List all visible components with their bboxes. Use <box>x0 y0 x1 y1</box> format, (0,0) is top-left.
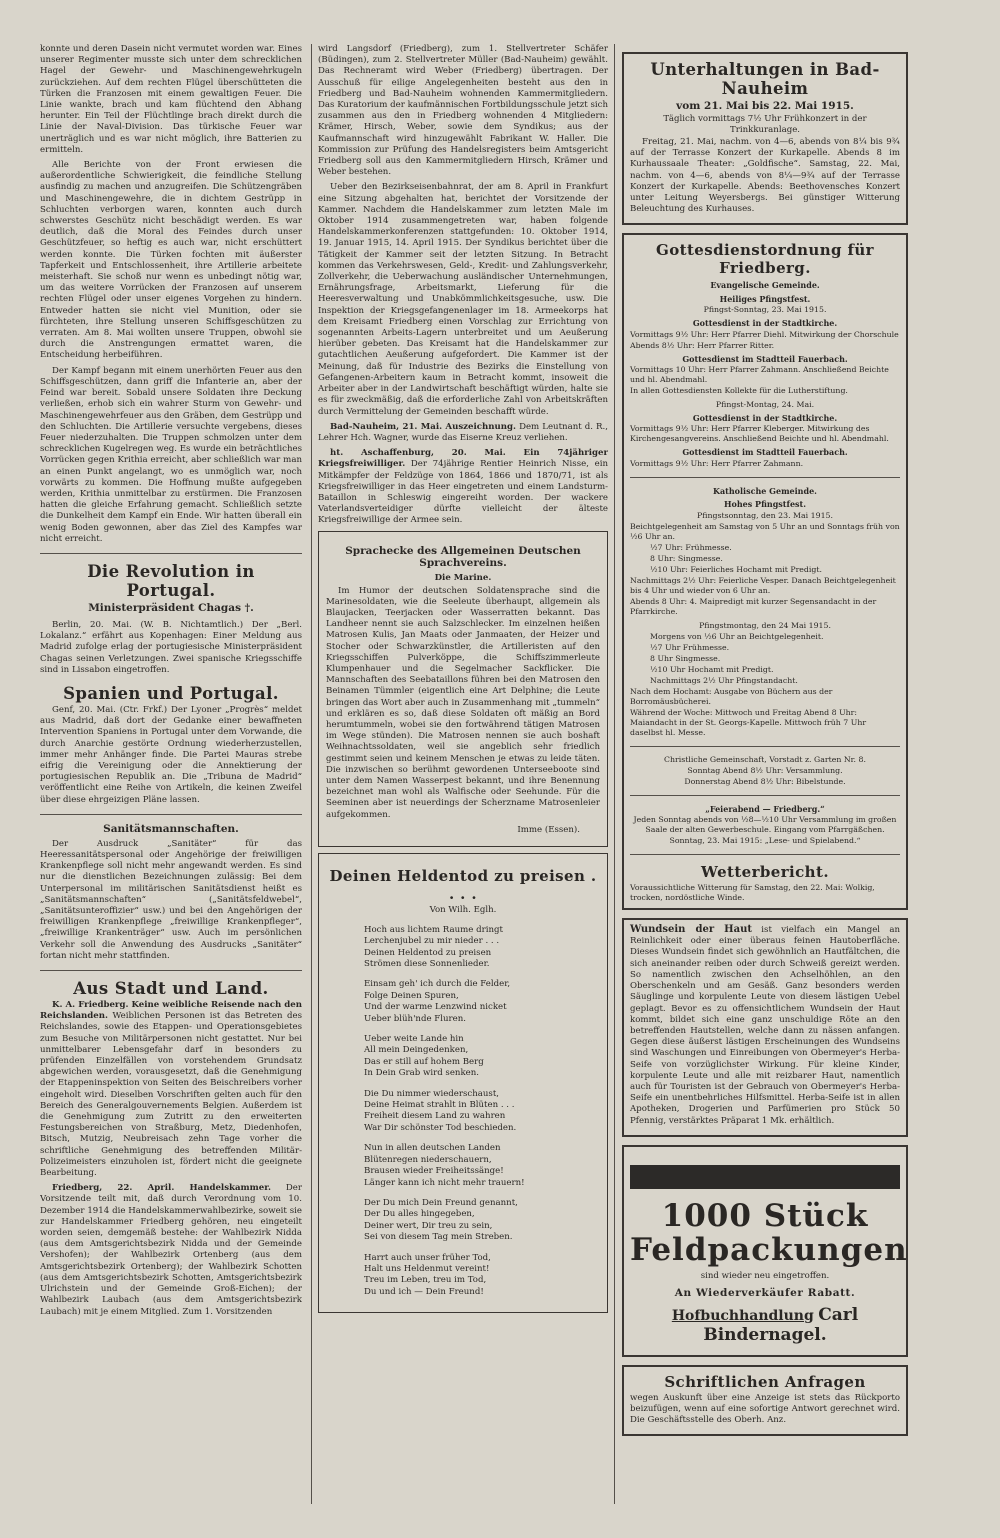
poem-stanza: Die Du nimmer wiederschaust, Deine Heimat strahlt in Blüten . . . Freiheit diesem Land zu wahren War Dir schönster Tod beschieden. <box>364 1088 517 1133</box>
service-line: Morgens von ½6 Uhr an Beichtgelegenheit. <box>650 631 824 641</box>
headline-gottesdienstordnung: Gottesdienstordnung für Friedberg. <box>656 241 874 278</box>
article-paragraph: Ueber den Bezirkseisenbahnrat, der am 8. April in Frankfurt eine Sitzung abgehalten hat, berichtet der Vorsitzende der Kammer. Nachdem die Handelskammer zum letzten Male im Oktober 1914 zusammengetreten war, haben folgende Handelskammerkonferenzen stattgefunden: 10. Oktober 1914, 19. Januar 1915, 14. April 1915. Der Syndikus berichtet über die Tätigkeit der Kammer seit der letzten Sitzung. In Betracht kommen das Verkehrswesen, Geld-, Kredit- und Zahlungsverkehr, Zollverkehr, die Ueberwachung ausländischer Unternehmungen, Ernährungsfrage, Arbeitsmarkt, Lieferung für die Heeresverwaltung und Unabkömmlichkeitsgesuche, usw. Die Inspektion der Kriegsgefangenenlager im 18. Armeekorps hat dem Kreisamt Friedberg einen Vorschlag zur Errichtung von sogenannten Arbeits-Lagern unterbreitet und um Aeußerung hierüber gebeten. Das Kreisamt hat die Handelskammer zur gutachtlichen Aeußerung aufgefordert. Die Kammer ist der Meinung, daß für Industrie des Bezirks die Einstellung von Gefangenen-Arbeitern kaum in Betracht kommt, insoweit die Arbeiter aber in der Landwirtschaft beschäftigt würden, halte sie es für zweckmäßig, daß die erforderliche Zahl von Arbeitskräften durch Vermittelung der Gemeinden beschafft würde. <box>318 182 608 417</box>
poem-stanza: Der Du mich Dein Freund genannt, Der Du alles hingegeben, Deiner wert, Dir treu zu sein, Sei von diesem Tag mein Streben. <box>364 1197 518 1243</box>
service-line: In allen Gottesdiensten Kollekte für die Lutherstiftung. <box>630 386 848 396</box>
article-paragraph <box>318 448 608 526</box>
article-paragraph: Der Ausdruck „Sanitäter“ für das Heeressanitätspersonal oder Angehörige der freiwilligen Krankenpflege soll nicht mehr angewandt werden. Es sind nur die dienstlichen Bezeichnungen zulässig: Bei dem Unterpersonal im militärischen Sanitätsdienst heißt es „Sanitätsmannschaften“ („Sanitätsfeldwebel“, „Sanitätsunteroffizier“ usw.) und bei den Angehörigen der freiwilligen Krankenpflege „freiwillige Krankenpfleger“, „freiwillige Krankenträger“ usw. Auch im persönlichen Verkehr soll die Anwendung des Ausdrucks „Sanitäter“ fortan nicht mehr stattfinden. <box>40 838 302 961</box>
article-paragraph: Im Humor der deutschen Soldatensprache sind die Marinesoldaten, wie die Seeleute überhaupt, allgemein als Blaujacken, Teerjacken oder Wasserratten bekannt. Das Landheer nennt sie auch Salzschlecker. Im einzelnen heißen Matrosen Kulis, Jan Maats oder Janmaaten, der Heizer und Stocher oder Schwarzkünstler, die Artilleristen auf den Kriegsschiffen Pulverköppe, die Schiffszimmerleute Klumpenhauer und die Segelmacher Sackflicker. Die Mannschaften des Seebataillons führen bei den Matrosen den Beinamen Tümmler (eigentlich eine Art Delphine; die Leute bringen das Wort aber auch in Zusammenhang mit „tummeln“ und erklären es so, daß diese Soldaten oft mäßig an Bord herumtummeln, wobei sie den fortwährend tätigen Matrosen im Wege stünden). Die Matrosen nennen sie auch boshaft Weihnachtssoldaten, weil sie angeblich sehr friedlich gestimmt seien und keinem Menschen je etwas zu leide täten. Die inzwischen so berühmt gewordenen Unterseeboote sind unter dem Namen Wasserpest bekannt, und ihre Benennung bezeichnet man wohl als Walfische oder Seehunde. Für die Seeminen aber ist neuerdings der Scherzname Matrosenleier aufgekommen. <box>326 585 600 820</box>
service-line: 8 Uhr Singmesse. <box>650 653 721 663</box>
service-line: ½10 Uhr: Feierliches Hochamt mit Predigt. <box>650 564 822 574</box>
weather-text: Voraussichtliche Witterung für Samstag, den 22. Mai: Wolkig, trocken, nordöstliche Winde. <box>630 883 875 903</box>
service-date: Pfingst-Sonntag, 23. Mai 1915. <box>703 305 827 315</box>
service-line: Jeden Sonntag abends von ½8—½10 Uhr Versammlung im großen Saale der alten Gewerbeschule. Eingang vom Pfarrgäßchen. <box>633 815 897 835</box>
article-paragraph: Berlin, 20. Mai. (W. B. Nichtamtlich.) Der „Berl. Lokalanz.“ erfährt aus Kopenhagen: Einer Meldung aus Madrid zufolge erlag der portugiesische Ministerpräsident Chagas seinen Verletzungen. Zwei spanische Kriegsschiffe sind in Lissabon eingetroffen. <box>40 619 302 675</box>
ad-firm <box>630 1305 900 1345</box>
poem-author: Von Wilh. Eglh. <box>429 904 497 915</box>
service-location: Gottesdienst im Stadtteil Fauerbach. <box>682 353 848 364</box>
ad-firm-type: Hofbuchhandlung <box>671 1307 814 1324</box>
unterhaltungen-date: vom 21. Mai bis 22. Mai 1915. <box>676 100 854 112</box>
article-paragraph: Der Kampf begann mit einem unerhörten Feuer aus den Schiffsgeschützen, dann griff die Infanterie an, aber der Feind war bereit. Sobald unsere Soldaten ihre Deckung verließen, erhob sich ein wahrer Sturm von Gewehr- und Maschinengewehrfeuer aus den Gräben, dem Gestrüpp und den Schluchten. Die Artillerie versuchte vergebens, dieses Feuer niederzuhalten. Die Truppen schmolzen unter dem schrecklichen Kugelregen weg. Es wurde ein beträchtliches Vorrücken gegen Krithia erreicht, aber schließlich war man an einen Punkt angelangt, wo es unmöglich war, noch vorwärts zu kommen. Die Hoffnung mußte aufgegeben werden, Krithia unmittelbar zu erstürmen. Die Franzosen hatten die gleiche Erfahrung gemacht. Schließlich setzte die Dunkelheit dem Kampf ein Ende. Wir hatten überall ein wenig Boden gewonnen, aber das Ziel des Kampfes war nicht erreicht. <box>40 365 302 544</box>
poem-stanza: Hoch aus lichtem Raume dringt Lerchenjubel zu mir nieder . . . Deinen Heldentod zu preisen Strömen diese Sonnenlieder. <box>364 924 503 970</box>
notice-text: wegen Auskunft über eine Anzeige ist stets das Rückporto beizufügen, wenn auf eine sofortige Antwort gerechnet wird. Die Geschäftsstelle des Oberh. Anz. <box>630 1392 900 1426</box>
headline-unterhaltungen: Unterhaltungen in Bad-Nauheim <box>650 60 880 98</box>
article-lead: K. A. Friedberg. Keine weibliche Reisende nach den Reichslanden. <box>40 1000 302 1022</box>
section-divider <box>630 854 900 855</box>
service-line: Vormittags 9½ Uhr: Herr Pfarrer Kleberger. Mitwirkung des Kirchengesangvereins. Anschließend Beichte und hl. Abendmahl. <box>630 424 889 444</box>
article-lead: Friedberg, 22. April. Handelskammer. <box>52 1183 271 1194</box>
service-location: Gottesdienst im Stadtteil Fauerbach. <box>682 447 848 458</box>
article-lead: ht. Aschaffenburg, 20. Mai. Ein 74jähriger Kriegsfreiwilliger. <box>318 448 608 470</box>
service-date: Pfingstmontag, den 24 Mai 1915. <box>699 620 831 630</box>
article-paragraph: Freitag, 21. Mai, nachm. von 4—6, abends von 8¼ bis 9¾ auf der Terrasse Konzert der Kurkapelle. Abends 8 im Kurhaussaale Theater: „Goldfische“. Samstag, 22. Mai, nachm. von 4—6, abends von 8¼—9¾ auf der Terrasse Konzert der Kurkapelle. Abends: Beethovensches Konzert unter Leitung Weyersbergs. Bei günstiger Witterung Beleuchtung des Kurhauses. <box>630 137 900 215</box>
section-divider <box>40 553 302 554</box>
article-text: Dem Leutnant d. R., Lehrer Hch. Wagner, wurde das Eiserne Kreuz verliehen. <box>318 421 608 443</box>
headline-revolution-portugal: Die Revolution in Portugal. <box>87 561 255 600</box>
headline-spanien-portugal: Spanien und Portugal. <box>63 683 279 703</box>
article-paragraph: konnte und deren Dasein nicht vermutet worden war. Eines unserer Regimenter musste sich unter dem schrecklichen Hagel der Gewehr- und Maschinengewehrkugeln zurückziehen. Auf dem rechten Flügel überschütteten die Türken die Franzosen mit einem gewaltigen Feuer. Die Linie wankte, brach und kam flüchtend den Abhang herunter. Ein Teil der Flüchtlinge brach direkt durch die Linie der Naval-Division. Das türkische Feuer war unerträglich und es war nicht möglich, ihre Batterien zu ermitteln. <box>40 44 302 155</box>
ad-paragraph <box>630 924 900 1127</box>
service-line: ½10 Uhr Hochamt mit Predigt. <box>650 664 774 674</box>
service-location: Gottesdienst in der Stadtkirche. <box>692 413 838 424</box>
article-text: Weiblichen Personen ist das Betreten des Reichslandes, sowie des Etappen- und Operationsgebietes zum Besuche von Militärpersonen nicht gestattet. Nur bei unmittelbarer Lebensgefahr darf in besonders zu prüfenden Einzelfällen von vorstehendem Grundsatz abgewichen werden, vorausgesetzt, daß die Genehmigung der Etappeninspektion von Seiten des Beischreibers vorher eingeholt wird. Dieselben Vorschriften gelten auch für den Bereich des Generalgouvernements Belgien. Außerdem ist die Genehmigung zum Zutritt zu den erweiterten Festungsbereichen von Straßburg, Metz, Diedenhofen, Bitsch, Mutzig, Neubreisach zehn Tage vorher die schriftliche Genehmigung des betreffenden Militär-Polizeimeisters einzuholen ist, fördert nicht die geeignete Bearbeitung. <box>40 1011 302 1179</box>
poem-stanza: Harrt auch unser früher Tod, Halt uns Heldenmut vereint! Treu im Leben, treu im Tod, Du und ich — Dein Freund! <box>364 1252 491 1297</box>
gemeinde-heading: Katholische Gemeinde. <box>713 485 817 496</box>
anfragen-notice <box>622 1365 908 1437</box>
column-1 <box>40 44 302 1504</box>
ad-firm-name: Carl Bindernagel. <box>703 1304 859 1345</box>
service-line: Beichtgelegenheit am Samstag von 5 Uhr an und Sonntags früh von ½6 Uhr an. <box>630 521 900 541</box>
poem-stanza: Ueber weite Lande hin All mein Deingedenken, Das er still auf hohem Berg In Dein Grab wird senken. <box>364 1034 484 1079</box>
section-divider <box>630 477 900 478</box>
service-line: ½7 Uhr Frühmesse. <box>650 642 730 652</box>
service-line: Vormittags 9½ Uhr: Herr Pfarrer Zahmann. <box>630 458 804 468</box>
service-line: Sonntag, 23. Mai 1915: „Lese- und Spielabend.“ <box>669 836 861 846</box>
gottesdienst-box <box>622 233 908 910</box>
gemeinde-heading: Evangelische Gemeinde. <box>710 280 820 291</box>
fest-heading: Heiliges Pfingstfest. <box>719 293 811 304</box>
headline-sprachecke: Sprachecke des Allgemeinen Deutschen Sprachvereins. <box>345 544 581 569</box>
article-paragraph <box>318 422 608 444</box>
ad-text: ist vielfach ein Mangel an Reinlichkeit oder einer überaus feinen Hautoberfläche. Dieses Wundsein findet sich gewöhnlich an Hautfältchen, die sich aneinander reiben oder durch Schweiß gereizt werden. So namentlich zwischen den Achselhöhlen, an den Oberschenkeln und am Gesäß. Ganz besonders werden Säuglinge und korpulente Leute von diesem lästigen Uebel geplagt. Bevor es zu offensichtlichem Wundsein der Haut kommt, bildet sich eine ganz unschuldige Röte an den betreffenden Hautstellen, welche dann zu nässen anfangen. Gegen diese äußerst lästigen Erscheinungen des Wundseins sind Waschungen und Einreibungen von Obermeyer's Herba-Seife von vorzüglichster Wirkung. Für kleine Kinder, korpulente Leute und alle mit reizbarer Haut, namentlich auch für Touristen ist der Gebrauch von Obermeyer's Herba-Seife ein unentbehrliches Hilfsmittel. Herba-Seife ist in allen Apotheken, Drogerien und Parfümerien pro Stück 50 Pfennig, verstärktes Präparat 1 Mk. erhältlich. <box>630 925 901 1126</box>
article-text: Der Vorsitzende teilt mit, daß durch Verordnung vom 10. Dezember 1914 die Handelskammerwahlbezirke, soweit sie zur Handelskammer Friedberg gehören, neu eingeteilt worden seien, demgemäß bestehe: der Wahlbezirk Nidda (aus dem Amtsgerichtsbezirk Nidda und der Gemeinde Vershofen); der Wahlbezirk Ortenberg (aus dem Amtsgerichtsbezirk Ortenberg); der Wahlbezirk Schotten (aus dem Amtsgerichtsbezirk Schotten, Amtsgerichtsbezirk Ulrichstein und der Gemeinde Groß-Eichen); der Wahlbezirk Laubach (aus dem Amtsgerichtsbezirk Laubach) mit je einem Mitglied. Zum 1. Vorsitzenden <box>40 1183 302 1317</box>
unterhaltungen-daily: Täglich vormittags 7½ Uhr Frühkonzert in der Trinkkuranlage. <box>663 114 867 135</box>
article-paragraph: Alle Berichte von der Front erwiesen die außerordentliche Schwierigkeit, die feindliche Stellung ausfindig zu machen und anzugreifen. Die Schützengräben und Maschinengewehre, die in dichtem Gestrüpp in Schluchten verborgen waren, konnten auch durch schwerstes Geschütz nicht beschädigt werden. Es war deutlich, daß die Moral des Feindes durch unser Geschützfeuer, so heftig es auch war, nicht erschüttert werden konnte. Die Türken fochten mit äußerster Tapferkeit und Entschlossenheit, ihre Artillerie arbeitete meisterhaft. Sie schoß nur wenn es unbedingt nötig war, um das weitere Vorrücken der Franzosen auf unserem rechten Flügel oder unser eigenes Vorgehen zu hindern. Entweder hatten sie nicht viel Munition, oder sie fürchteten, ihre Stellung unseren Schiffsgeschützen zu verraten. Am 8. Mai wollten unsere Truppen, obwohl sie durch die Anstrengungen ermattet waren, die Entscheidung herbeiführen. <box>40 160 302 361</box>
article-paragraph <box>40 1000 302 1179</box>
service-line: ½7 Uhr: Frühmesse. <box>650 542 732 552</box>
service-line: Sonntag Abend 8½ Uhr: Versammlung. <box>687 765 843 775</box>
headline-schriftlichen-anfragen: Schriftlichen Anfragen <box>664 1372 866 1391</box>
section-divider <box>40 970 302 971</box>
subheadline-chagas: Ministerpräsident Chagas †. <box>88 601 254 614</box>
service-line: Nach dem Hochamt: Ausgabe von Büchern aus der Borromäusbücherei. <box>630 686 833 706</box>
feierabend-heading: „Feierabend — Friedberg.“ <box>705 803 825 814</box>
ad-black-banner <box>630 1165 900 1189</box>
section-divider <box>40 814 302 815</box>
article-text: Der 74jährige Rentier Heinrich Nisse, ein Mitkämpfer der Feldzüge von 1864, 1866 und 1870/71, ist als Kriegsfreiwilliger in das Heer eingetreten und einem Landsturm-Bataillon in Schleswig eingereiht worden. Der wackere Vaterlandsverteidiger dürfte vielleicht der älteste Kriegsfreiwillige der Armee sein. <box>318 459 608 526</box>
service-line: 8 Uhr: Singmesse. <box>650 553 723 563</box>
service-date: Pfingst-Montag, 24. Mai. <box>715 400 815 410</box>
poem-title: Deinen Heldentod zu preisen . . . . <box>329 866 597 903</box>
service-line: Christliche Gemeinschaft, Vorstadt z. Garten Nr. 8. <box>664 754 866 764</box>
headline-aus-stadt-und-land: Aus Stadt und Land. <box>73 979 269 999</box>
ad-line: sind wieder neu eingetroffen. <box>700 1270 830 1281</box>
column-divider <box>311 44 312 1504</box>
column-divider <box>614 44 615 1504</box>
service-line: Donnerstag Abend 8½ Uhr: Bibelstunde. <box>684 776 846 786</box>
author-signature: Imme (Essen). <box>517 824 580 835</box>
service-line: Vormittags 10 Uhr: Herr Pfarrer Zahmann. Anschließend Beichte und hl. Abendmahl. <box>630 365 889 385</box>
article-lead: Bad-Nauheim, 21. Mai. Auszeichnung. <box>330 421 516 432</box>
service-line: Abends 8 Uhr: 4. Maipredigt mit kurzer Segensandacht in der Pfarrkirche. <box>630 596 877 616</box>
column-2 <box>318 44 608 1504</box>
headline-sanitaetsmannschaften: Sanitätsmannschaften. <box>103 822 239 835</box>
poem-stanza: Einsam geh' ich durch die Felder, Folge Deinen Spuren, Und der warme Lenzwind nicket Ueber blüh'nde Fluren. <box>364 979 511 1024</box>
service-line: Nachmittags 2½ Uhr Pfingstandacht. <box>650 675 798 685</box>
subheadline-marine: Die Marine. <box>434 572 492 583</box>
article-paragraph: Genf, 20. Mai. (Ctr. Frkf.) Der Lyoner „Progrès“ meldet aus Madrid, daß dort der Gedanke einer bewaffneten Intervention Spaniens in Portugal unter dem Vorwande, die durch Anarchie gestörte Ordnung wiederherzustellen, immer mehr Anhänger finde. Die Partei Mauras strebe eifrig die Vereinigung oder die Annektierung der portugiesischen Republik an. Die „Tribuna de Madrid“ veröffentlicht eine Reihe von Artikeln, die keinen Zweifel über diese ehrgeizigen Pläne lassen. <box>40 704 302 805</box>
ad-lead: Wundsein der Haut <box>630 924 752 936</box>
headline-wetterbericht: Wetterbericht. <box>701 863 829 882</box>
section-divider <box>630 795 900 796</box>
unterhaltungen-box <box>622 52 908 225</box>
ad-headline: 1000 Stück Feldpackungen <box>630 1197 908 1268</box>
ad-rabatt: An Wiederverkäufer Rabatt. <box>674 1286 856 1299</box>
sprachecke-box <box>318 531 608 847</box>
herba-seife-ad <box>622 918 908 1137</box>
article-paragraph: wird Langsdorf (Friedberg), zum 1. Stellvertreter Schäfer (Büdingen), zum 2. Stellvertreter Müller (Bad-Nauheim) gewählt. Das Rechneramt wird Weber (Friedberg) übertragen. Der Ausschuß für eilige Angelegenheiten besteht aus den in Friedberg und Bad-Nauheim wohnenden Kammermitgliedern. Das Kuratorium der kaufmännischen Fortbildungsschule jetzt sich zusammen aus den in Friedberg wohnenden 4 Mitgliedern: Krämer, Hirsch, Weber, sowie dem Syndikus; aus der Kaufmannschaft wird hinzugewählt Fabrikant W. Haller. Die Kommission zur Prüfung des Handelsregisters beim Amtsgericht Friedberg soll aus den Kammermitgliedern Hirsch, Krämer und Weber bestehen. <box>318 44 608 178</box>
poem-stanza: Nun in allen deutschen Landen Blütenregen niederschauern, Brausen wieder Freiheitssänge! Länger kann ich nicht mehr trauern! <box>364 1143 525 1188</box>
fest-heading: Hohes Pfingstfest. <box>723 499 807 510</box>
service-date: Pfingstsonntag, den 23. Mai 1915. <box>697 510 833 520</box>
feldpackungen-ad <box>622 1145 908 1357</box>
service-line: Vormittags 9½ Uhr: Herr Pfarrer Diehl. Mitwirkung der Chorschule <box>630 329 899 339</box>
service-location: Gottesdienst in der Stadtkirche. <box>692 318 838 329</box>
article-paragraph <box>40 1183 302 1317</box>
poem-box <box>318 853 608 1313</box>
service-line: Nachmittags 2½ Uhr: Feierliche Vesper. Danach Beichtgelegenheit bis 4 Uhr und wieder von 6 Uhr an. <box>630 575 896 595</box>
section-divider <box>630 746 900 747</box>
service-line: Abends 8½ Uhr: Herr Pfarrer Ritter. <box>630 340 775 350</box>
column-3 <box>622 44 908 1504</box>
service-line: Während der Woche: Mittwoch und Freitag Abend 8 Uhr: Maiandacht in der St. Georgs-Kapelle. Mittwoch früh 7 Uhr daselbst hl. Messe. <box>630 707 867 737</box>
